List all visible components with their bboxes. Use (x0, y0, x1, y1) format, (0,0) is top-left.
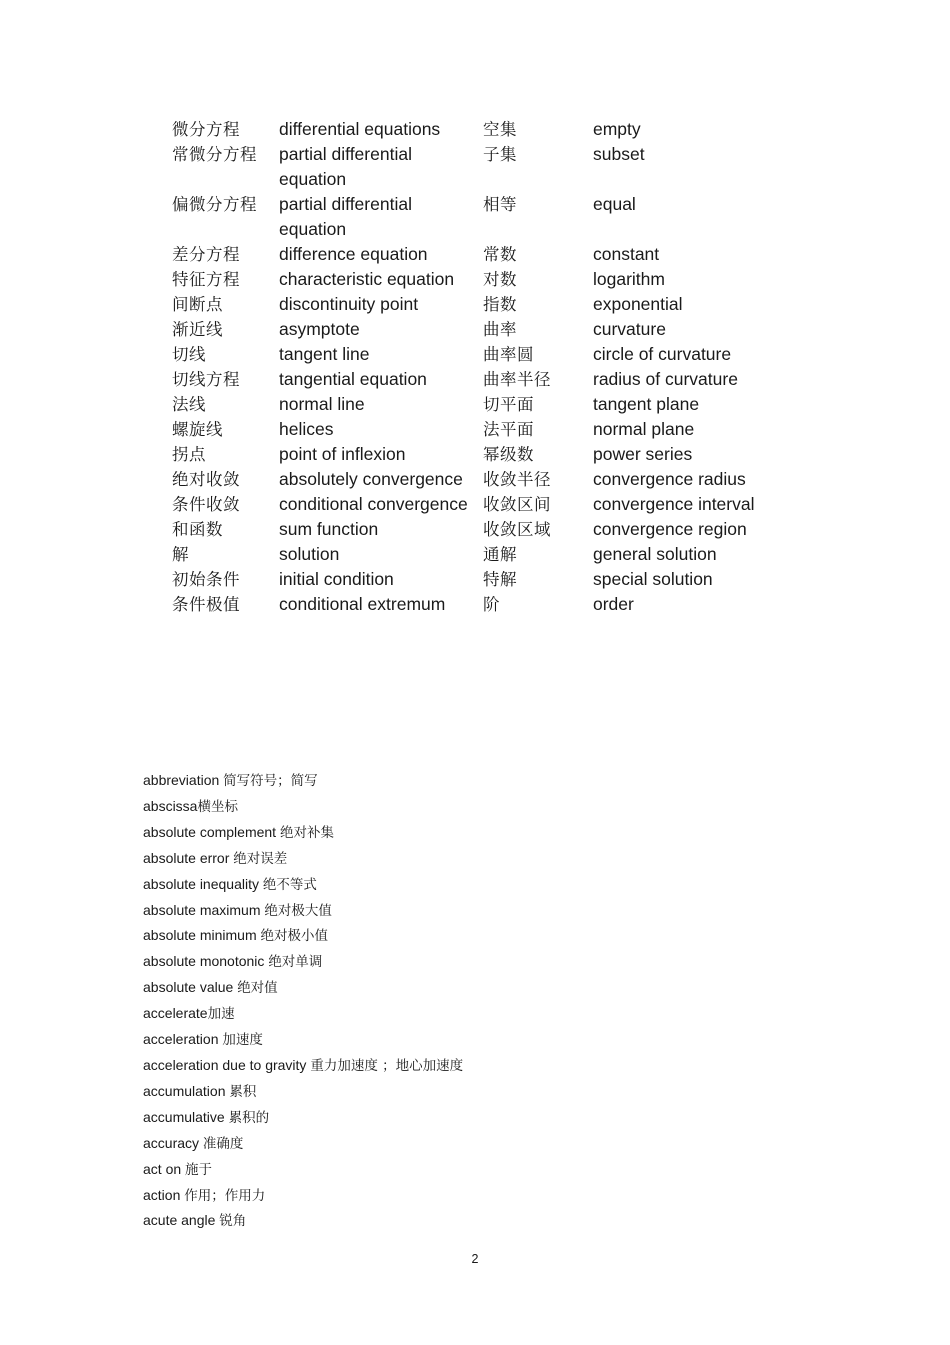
chinese-translation: 施于 (185, 1161, 213, 1178)
term-chinese-left: 拐点 (172, 445, 206, 464)
glossary-table (172, 117, 762, 617)
list-item (143, 820, 763, 846)
term-english-right: general solution (593, 544, 717, 564)
term-english-left: helices (279, 419, 334, 439)
term-chinese-left: 切线方程 (172, 370, 240, 389)
chinese-translation: 加速 (207, 1006, 235, 1023)
term-english-right: normal plane (593, 419, 695, 439)
list-item (143, 1053, 763, 1079)
table-row (172, 492, 762, 517)
english-term: abscissa (143, 797, 198, 814)
english-term: acceleration due to gravity (143, 1056, 311, 1073)
list-item (143, 1157, 763, 1183)
chinese-translation: 累积的 (228, 1109, 270, 1126)
term-english-right: constant (593, 244, 660, 264)
page-number: 2 (471, 1252, 479, 1266)
term-english-left: initial condition (279, 569, 394, 589)
term-chinese-left: 和函数 (172, 520, 223, 539)
term-chinese-left: 法线 (172, 395, 206, 414)
term-chinese-left: 初始条件 (172, 570, 240, 589)
term-chinese-right: 常数 (483, 245, 517, 264)
chinese-translation: 绝对值 (237, 980, 278, 997)
term-chinese-right: 对数 (483, 270, 517, 289)
chinese-translation: 重力加速度 ；地心加速度 (310, 1057, 464, 1074)
term-english-left: absolutely convergence (279, 469, 463, 489)
term-english-right: logarithm (593, 269, 665, 289)
term-chinese-right: 指数 (483, 295, 517, 314)
term-english-left: conditional extremum (279, 594, 446, 614)
list-item (143, 794, 763, 820)
table-row (172, 192, 762, 242)
table-row (172, 317, 762, 342)
list-item (143, 1079, 763, 1105)
term-chinese-right: 特解 (483, 570, 517, 589)
list-item (143, 872, 763, 898)
term-english-left: point of inflexion (279, 444, 406, 464)
english-term: absolute inequality (143, 875, 263, 892)
term-english-left: tangent line (279, 344, 370, 364)
list-item (143, 846, 763, 872)
english-term: act on (143, 1160, 186, 1177)
term-chinese-right: 曲率圆 (483, 345, 534, 364)
english-term: action (143, 1186, 185, 1203)
term-chinese-right: 通解 (483, 545, 517, 564)
term-chinese-right: 收敛区间 (483, 495, 551, 514)
chinese-translation: 简写符号；简写 (223, 773, 318, 789)
term-chinese-left: 偏微分方程 (172, 195, 257, 214)
table-row (172, 392, 762, 417)
chinese-translation: 累积 (229, 1083, 257, 1100)
term-english-right: tangent plane (593, 394, 700, 414)
table-row (172, 117, 762, 142)
term-english-left: difference equation (279, 244, 428, 264)
term-chinese-left: 绝对收敛 (172, 470, 240, 489)
list-item (143, 1131, 763, 1157)
term-english-right: equal (593, 194, 636, 214)
term-chinese-left: 解 (172, 545, 189, 564)
list-item (143, 923, 763, 949)
chinese-translation: 作用；作用力 (184, 1187, 266, 1204)
term-english-left: normal line (279, 394, 365, 414)
term-english-left: solution (279, 544, 340, 564)
table-row (172, 467, 762, 492)
term-english-left: asymptote (279, 319, 360, 339)
term-chinese-left: 条件收敛 (172, 495, 240, 514)
english-term: abbreviation (143, 772, 224, 788)
term-chinese-right: 空集 (483, 120, 517, 139)
chinese-translation: 绝对误差 (233, 850, 288, 867)
word-list (143, 768, 763, 1234)
list-item (143, 898, 763, 924)
term-chinese-left: 切线 (172, 345, 206, 364)
term-chinese-right: 曲率 (483, 320, 517, 339)
chinese-translation: 准确度 (202, 1135, 244, 1152)
term-english-left: discontinuity point (279, 294, 419, 314)
term-chinese-right: 收敛半径 (483, 470, 551, 489)
english-term: absolute complement (143, 823, 280, 840)
list-item (143, 768, 763, 794)
term-english-left: characteristic equation (279, 269, 455, 289)
table-row (172, 417, 762, 442)
list-item (143, 1001, 763, 1027)
term-english-right: radius of curvature (593, 369, 738, 389)
table-row (172, 442, 762, 467)
chinese-translation: 加速度 (222, 1032, 263, 1049)
term-chinese-left: 常微分方程 (172, 145, 257, 164)
chinese-translation: 锐角 (219, 1213, 247, 1230)
english-term: accuracy (143, 1134, 203, 1151)
table-row (172, 592, 762, 617)
english-term: absolute maximum (143, 901, 265, 918)
english-term: absolute error (143, 849, 234, 866)
table-row (172, 517, 762, 542)
term-english-right: curvature (593, 319, 666, 339)
term-english-right: exponential (593, 294, 683, 314)
term-english-left: sum function (279, 519, 379, 539)
english-term: absolute value (143, 979, 238, 996)
list-item (143, 975, 763, 1001)
term-chinese-right: 子集 (483, 145, 517, 164)
term-chinese-right: 收敛区域 (483, 520, 551, 539)
english-term: absolute minimum (143, 927, 261, 944)
term-english-right: special solution (593, 569, 713, 589)
term-chinese-right: 阶 (483, 595, 500, 614)
term-english-right: convergence interval (593, 494, 755, 514)
term-english-left: partial differential equation (279, 144, 412, 189)
term-english-left: tangential equation (279, 369, 427, 389)
term-chinese-left: 渐近线 (172, 320, 223, 339)
table-row (172, 342, 762, 367)
chinese-translation: 绝不等式 (262, 876, 317, 893)
english-term: accumulative (143, 1108, 229, 1125)
term-english-right: convergence radius (593, 469, 746, 489)
english-term: absolute monotonic (143, 953, 269, 970)
term-english-right: empty (593, 119, 641, 139)
table-row (172, 367, 762, 392)
term-english-right: power series (593, 444, 693, 464)
term-english-right: order (593, 594, 634, 614)
term-chinese-left: 间断点 (172, 295, 223, 314)
term-chinese-left: 特征方程 (172, 270, 240, 289)
table-row (172, 142, 762, 192)
english-term: acute angle (143, 1212, 220, 1229)
term-chinese-right: 曲率半径 (483, 370, 551, 389)
term-chinese-right: 法平面 (483, 420, 534, 439)
english-term: accumulation (143, 1082, 230, 1099)
term-chinese-left: 微分方程 (172, 120, 240, 139)
term-chinese-right: 幂级数 (483, 445, 534, 464)
term-chinese-left: 差分方程 (172, 245, 240, 264)
list-item (143, 1027, 763, 1053)
term-chinese-left: 条件极值 (172, 595, 240, 614)
term-chinese-left: 螺旋线 (172, 420, 223, 439)
term-english-left: differential equations (279, 119, 441, 139)
term-english-right: subset (593, 144, 645, 164)
term-english-right: convergence region (593, 519, 747, 539)
term-english-left: conditional convergence (279, 494, 468, 514)
chinese-translation: 绝对单调 (268, 954, 323, 971)
chinese-translation: 绝对补集 (279, 824, 334, 841)
table-row (172, 242, 762, 267)
list-item (143, 1208, 763, 1234)
table-row (172, 542, 762, 567)
term-english-right: circle of curvature (593, 344, 732, 364)
chinese-translation: 绝对极小值 (260, 928, 328, 945)
list-item (143, 949, 763, 975)
list-item (143, 1183, 763, 1209)
list-item (143, 1105, 763, 1131)
term-chinese-right: 切平面 (483, 395, 534, 414)
term-english-left: partial differential equation (279, 194, 412, 239)
english-term: accelerate (143, 1005, 208, 1022)
chinese-translation: 横坐标 (197, 798, 238, 815)
term-chinese-right: 相等 (483, 195, 517, 214)
table-row (172, 267, 762, 292)
chinese-translation: 绝对极大值 (264, 902, 332, 919)
table-row (172, 567, 762, 592)
english-term: acceleration (143, 1031, 223, 1048)
table-row (172, 292, 762, 317)
